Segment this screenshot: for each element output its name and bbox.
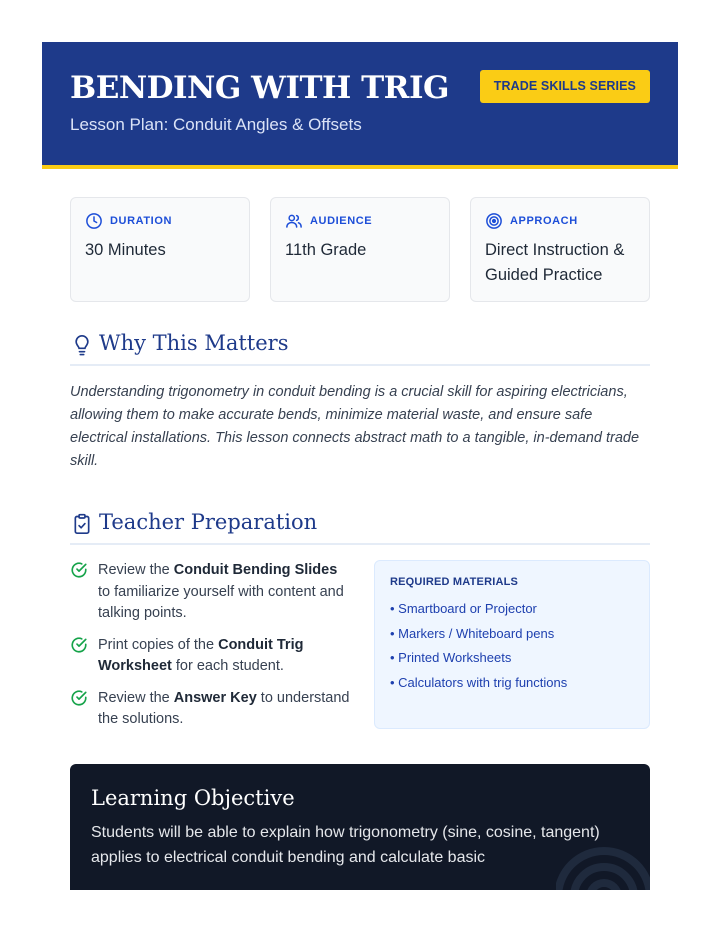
materials-list [390,597,567,695]
approach-label: APPROACH [510,215,578,227]
approach-card [470,197,650,302]
prep-item-text: Review the [98,562,174,578]
check-circle-icon [70,561,88,579]
concentric-arcs-icon [556,842,650,890]
prep-item-text: to understand the solutions. [98,689,350,727]
clipboard-check-icon [72,513,92,535]
page-subtitle: Lesson Plan: Conduit Angles & Offsets [70,115,362,134]
audience-card [270,197,450,302]
materials-title: REQUIRED MATERIALS [390,576,519,588]
why-paragraph: Understanding trigonometry in conduit bending is a crucial skill for aspiring electricians, allowing them to make accurate bends, minimize material waste, and ensure safe electrical installations. This lesson connects abstract math to a tangible, in-demand trade skill. [70,384,640,469]
lightbulb-icon [72,334,92,356]
info-cards [70,197,650,302]
check-circle-icon [70,636,88,654]
why-section-heading [70,330,650,366]
audience-value: 11th Grade [285,241,367,259]
duration-label: DURATION [110,215,173,227]
duration-card [70,197,250,302]
series-badge: TRADE SKILLS SERIES [480,70,650,103]
learning-objective-panel [70,764,650,890]
prep-item-text: for each student. [171,658,284,674]
duration-value: 30 Minutes [85,241,166,259]
objective-text: Students will be able to explain how trigonometry (sine, cosine, tangent) applies to electrical conduit bending and calculate basic [91,824,600,866]
prep-item-resource: Answer Key [173,689,257,706]
list-item [70,688,350,731]
why-title: Why This Matters [99,331,289,355]
prep-section-heading [70,509,650,545]
prep-item-text: to familiarize yourself with content and talking points. [98,583,344,621]
prep-item-text: Review the [98,689,174,706]
prep-item-resource: Conduit Trig Worksheet [98,636,304,674]
audience-label: AUDIENCE [310,215,373,227]
objective-title: Learning Objective [91,786,295,810]
check-circle-icon [70,689,88,707]
page-title: BENDING WITH TRIG [70,70,449,106]
prep-title: Teacher Preparation [99,510,318,534]
target-icon [485,212,503,230]
list-item [70,635,350,678]
lesson-header [42,42,678,169]
prep-checklist [70,560,350,741]
list-item: • Printed Worksheets [390,650,512,666]
list-item: • Markers / Whiteboard pens [390,625,555,641]
list-item: • Calculators with trig functions [390,674,568,690]
prep-item-text: Print copies of the [98,636,219,653]
required-materials-box [374,560,650,729]
list-item [70,560,350,625]
approach-value: Direct Instruction & Guided Practice [485,241,625,284]
prep-item-resource: Conduit Bending Slides [173,562,338,578]
list-item: • Smartboard or Projector [390,601,537,616]
users-icon [285,212,303,230]
clock-icon [85,212,103,230]
